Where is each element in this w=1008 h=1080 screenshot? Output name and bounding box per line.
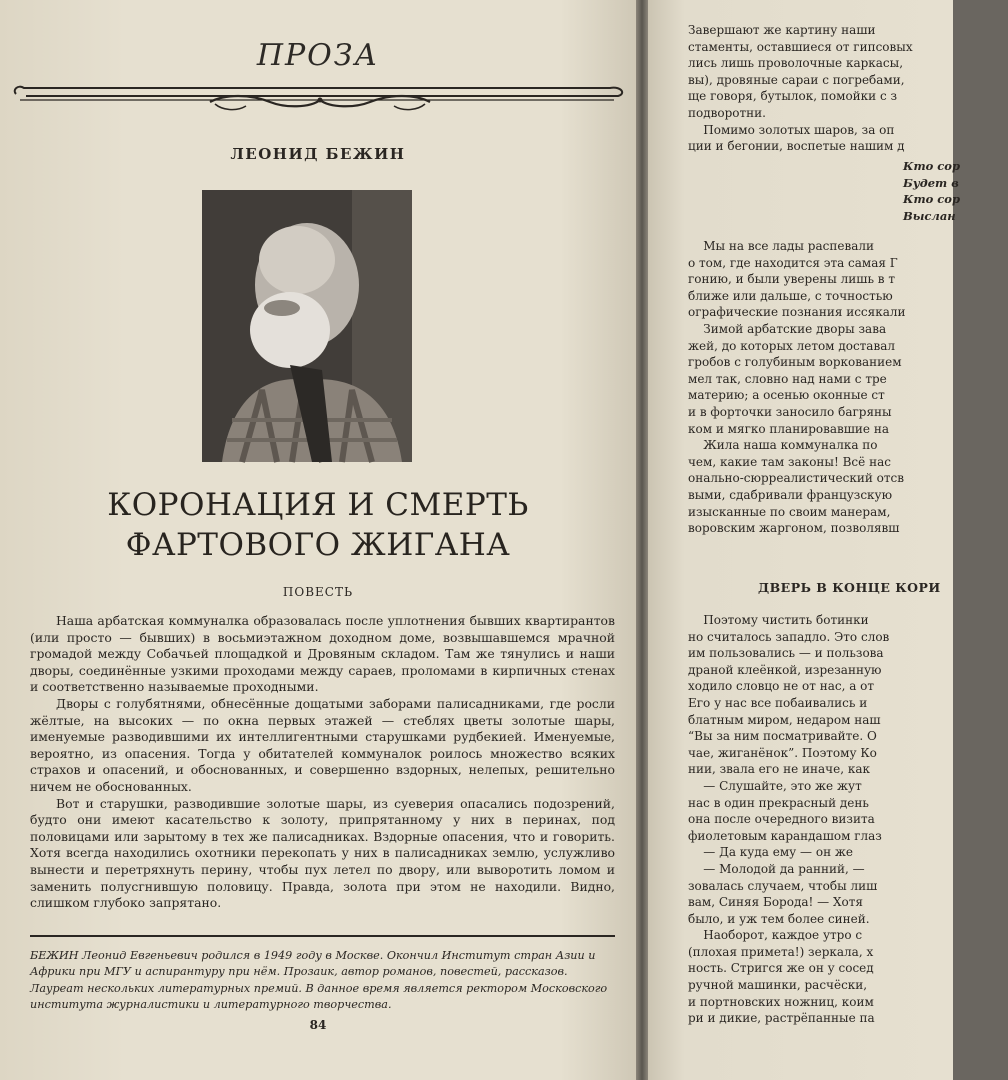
text-line: драной клеёнкой, изрезанную bbox=[688, 662, 882, 677]
text-line: зовалась случаем, чтобы лиш bbox=[688, 878, 878, 893]
poem-line: Выслан bbox=[903, 208, 956, 223]
genre-label: ПОВЕСТЬ bbox=[282, 585, 354, 599]
text-line: — Молодой да ранний, — bbox=[688, 861, 865, 876]
poem-line: Кто сор bbox=[903, 159, 961, 173]
text-line: Поэтому чистить ботинки bbox=[688, 613, 869, 627]
text-line: ще говоря, бутылок, помойки с з bbox=[688, 89, 898, 104]
text-line: Наоборот, каждое утро с bbox=[688, 928, 863, 943]
right-text-block-2 bbox=[688, 238, 1008, 537]
text-line: — Да куда ему — он же bbox=[688, 845, 854, 860]
text-line: Помимо золотых шаров, за оп bbox=[688, 122, 895, 137]
text-line: подворотни. bbox=[688, 105, 766, 120]
portrait-illustration bbox=[202, 190, 412, 462]
story-title bbox=[0, 485, 636, 565]
text-line: ность. Стригся же он у сосед bbox=[688, 961, 874, 976]
text-line: (плохая примета!) зеркала, х bbox=[688, 944, 874, 959]
text-line: вам, Синяя Борода! — Хотя bbox=[688, 895, 863, 910]
chapter-heading: ДВЕРЬ В КОНЦЕ КОРИ bbox=[758, 580, 941, 595]
author-name: ЛЕОНИД БЕЖИН bbox=[230, 145, 406, 163]
text-line: ри и дикие, растрёпанные па bbox=[688, 1011, 875, 1026]
section-title: ПРОЗА bbox=[256, 38, 380, 73]
paragraph: Вот и старушки, разводившие золотые шары, из суеверия опасались подозрений, будто они имеют касательство к золоту, припрятанному у них в перинах, под половицами или зарытому в тех же палисадниках. Вздорные опасения, что и говорить. Хотя всегда находились охотники перекопать у них в палисадниках землю, услужливо вынести и перетряхнуть перину, чтобы пух летел по двору, или выворотить ломом и заменить полусгнившую половицу. Правда, золота при этом не находили. Видно, слишком глубоко запрятано. bbox=[30, 795, 615, 911]
text-line: Зимой арбатские дворы зава bbox=[688, 321, 887, 336]
text-line: лись лишь проволочные каркасы, bbox=[688, 56, 904, 71]
text-line: воровским жаргоном, позволявш bbox=[688, 521, 900, 536]
text-line: блатным миром, недаром наш bbox=[688, 712, 881, 727]
text-line: им пользовались — и пользова bbox=[688, 646, 884, 661]
text-line: было, и уж тем более синей. bbox=[688, 911, 870, 926]
text-line: ографические познания иссякали bbox=[688, 305, 906, 320]
text-line: гонию, и были уверены лишь в т bbox=[688, 272, 896, 287]
text-line: нас в один прекрасный день bbox=[688, 795, 869, 810]
text-line: вы), дровяные сараи с погребами, bbox=[688, 72, 905, 87]
right-page bbox=[648, 0, 961, 1080]
text-line: стаменты, оставшиеся от гипсовых bbox=[688, 39, 913, 54]
story-body bbox=[30, 613, 615, 912]
paragraph: Наша арбатская коммуналка образовалась после уплотнения бывших квартирантов (или просто — бывших) в восьмиэтажном доходном доме, возвышавшемся мрачной громадой между Собачьей площадкой и Дровяным складом. Там же тянулись и наши дворы, соединённые узкими проходами между сараев, проломами в кирпичных стенах и соответственно называемые проходными. bbox=[30, 613, 615, 695]
paragraph: Дворы с голубятнями, обнесённые дощатыми заборами палисадниками, где росли жёлтые, на высоких — по окна первых этажей — стеблях цветы золотые шары, именуемые разводившими их интеллигентными старушками рудбекией. Именуемые, вероятно, из опасения. Тогда у обитателей коммуналок роилось множество всяких страхов и опасений, и обоснованных, и совершенно вздорных, нелепых, решительно ничем не обоснованных. bbox=[30, 695, 615, 794]
book-gutter bbox=[636, 0, 648, 1080]
page-number: 84 bbox=[309, 1018, 327, 1032]
text-line: о том, где находится эта самая Г bbox=[688, 255, 898, 270]
text-line: Жила наша коммуналка по bbox=[688, 438, 878, 453]
story-title-line-1: КОРОНАЦИЯ И СМЕРТЬ bbox=[107, 487, 529, 523]
poem-line: Кто сор bbox=[903, 192, 961, 207]
text-line: ближе или дальше, с точностью bbox=[688, 288, 893, 303]
text-line: мел так, словно над нами с тре bbox=[688, 371, 887, 386]
text-line: Завершают же картину наши bbox=[688, 23, 876, 37]
poem-excerpt bbox=[903, 158, 960, 224]
text-line: но считалось западло. Это слов bbox=[688, 629, 890, 644]
text-line: онально-сюрреалистический отсв bbox=[688, 471, 904, 486]
ornamental-divider bbox=[10, 80, 630, 114]
text-line: ручной машинки, расчёски, bbox=[688, 978, 868, 993]
text-line: чем, какие там законы! Всё нас bbox=[688, 454, 891, 469]
text-line: Мы на все лады распевали bbox=[688, 239, 874, 253]
text-line: и в форточки заносило багряны bbox=[688, 404, 892, 419]
author-photo bbox=[202, 190, 412, 462]
story-title-line-2: ФАРТОВОГО ЖИГАНА bbox=[125, 527, 511, 563]
text-line: жей, до которых летом доставал bbox=[688, 338, 895, 353]
text-line: фиолетовым карандашом глаз bbox=[688, 828, 882, 843]
text-line: она после очередного визита bbox=[688, 812, 875, 827]
text-line: выми, сдабривали французскую bbox=[688, 487, 893, 502]
text-line: чае, жиганёнок”. Поэтому Ко bbox=[688, 745, 877, 760]
text-line: изысканные по своим манерам, bbox=[688, 504, 891, 519]
poem-line: Будет в bbox=[903, 175, 959, 190]
footnote-divider bbox=[30, 935, 615, 937]
text-line: ции и бегонии, воспетые нашим д bbox=[688, 139, 905, 154]
text-line: гробов с голубиным воркованием bbox=[688, 355, 902, 370]
right-text-block-3 bbox=[688, 612, 1008, 1027]
text-line: материю; а осенью оконные ст bbox=[688, 388, 885, 403]
author-bio-footnote: БЕЖИН Леонид Евгеньевич родился в 1949 году в Москве. Окончил Институт стран Азии и Африки при МГУ и аспирантуру при нём. Прозаик, автор романов, повестей, рассказов. Лауреат нескольких литературных премий. В данное время является ректором Московского института журналистики и литературного творчества. bbox=[30, 949, 608, 1012]
text-line: — Слушайте, это же жут bbox=[688, 778, 862, 793]
text-line: ходило словцо не от нас, а от bbox=[688, 679, 875, 694]
text-line: “Вы за ним посматривайте. О bbox=[688, 729, 877, 744]
text-line: нии, звала его не иначе, как bbox=[688, 762, 870, 777]
text-line: ком и мягко планировавшие на bbox=[688, 421, 889, 436]
text-line: и портновских ножниц, коим bbox=[688, 994, 874, 1009]
text-line: Его у нас все побаивались и bbox=[688, 695, 868, 710]
right-text-block-1 bbox=[688, 22, 1008, 155]
